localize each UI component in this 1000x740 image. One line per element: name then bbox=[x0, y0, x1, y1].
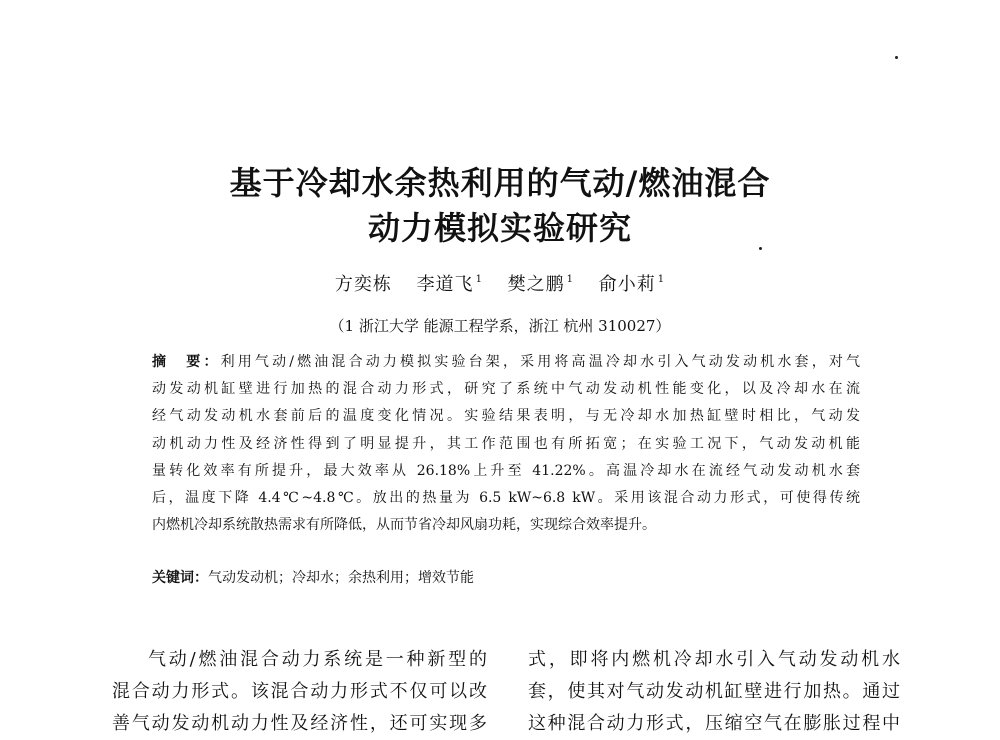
affiliation-marker: 1 bbox=[566, 274, 575, 285]
abstract-line: 量转化效率有所提升，最大效率从 26.18%上升至 41.22%。高温冷却水在流经气动发动机水套 bbox=[152, 462, 860, 479]
author bbox=[508, 274, 574, 295]
abstract-label: 摘 要： bbox=[152, 354, 221, 370]
body-line: 气动/燃油混合动力系统是一种新型的 bbox=[148, 649, 487, 670]
abstract-line: 后，温度下降 4.4℃~4.8℃。放出的热量为 6.5 kW~6.8 kW。采用该混合动力形式，可使得传统 bbox=[152, 490, 860, 507]
body-column-left bbox=[112, 644, 487, 740]
author bbox=[599, 274, 665, 295]
affiliation-marker: 1 bbox=[475, 274, 483, 285]
paper-title-line-2: 动力模拟实验研究 bbox=[367, 209, 632, 247]
abstract-text: 利用气动/燃油混合动力模拟实验台架，采用将高温冷却水引入气动发动机水套，对气 bbox=[220, 354, 861, 370]
affiliation: （1 浙江大学 能源工程学系，浙江 杭州 310027） bbox=[329, 317, 671, 335]
affiliation-marker: 1 bbox=[657, 274, 666, 285]
author-list bbox=[0, 270, 1000, 296]
author bbox=[335, 274, 392, 295]
body-line: 套，使其对气动发动机缸壁进行加热。通过 bbox=[528, 681, 900, 702]
author-name: 樊之鹏 bbox=[507, 274, 565, 295]
keywords-label: 关键词： bbox=[152, 570, 208, 586]
body-column-right bbox=[528, 644, 900, 740]
scan-speck bbox=[895, 56, 898, 59]
abstract-line: 动发动机缸壁进行加热的混合动力形式，研究了系统中气动发动机性能变化，以及冷却水在流 bbox=[152, 381, 860, 398]
author-name: 方奕栋 bbox=[334, 274, 392, 295]
body-line: 式，即将内燃机冷却水引入气动发动机水 bbox=[528, 649, 900, 670]
body-line: 这种混合动力形式，压缩空气在膨胀过程中 bbox=[528, 713, 900, 734]
abstract-line: 经气动发动机水套前后的温度变化情况。实验结果表明，与无冷却水加热缸壁时相比，气动发 bbox=[152, 408, 860, 425]
abstract-line bbox=[152, 349, 860, 376]
body-line: 混合动力形式。该混合动力形式不仅可以改 bbox=[112, 681, 487, 702]
keywords bbox=[152, 567, 474, 587]
abstract-line: 内燃机冷却系统散热需求有所降低，从而节省冷却风扇功耗，实现综合效率提升。 bbox=[152, 517, 656, 534]
author-name: 俞小莉 bbox=[598, 274, 656, 295]
author bbox=[417, 274, 483, 295]
author-name: 李道飞 bbox=[416, 274, 474, 295]
keywords-text: 气动发动机；冷却水；余热利用；增效节能 bbox=[208, 570, 474, 586]
abstract-line: 动机动力性及经济性得到了明显提升，其工作范围也有所拓宽；在实验工况下，气动发动机能 bbox=[152, 435, 860, 452]
paper-title-line-1: 基于冷却水余热利用的气动/燃油混合 bbox=[229, 164, 771, 202]
body-line: 善气动发动机动力性及经济性，还可实现多 bbox=[112, 713, 487, 734]
abstract bbox=[152, 349, 860, 539]
